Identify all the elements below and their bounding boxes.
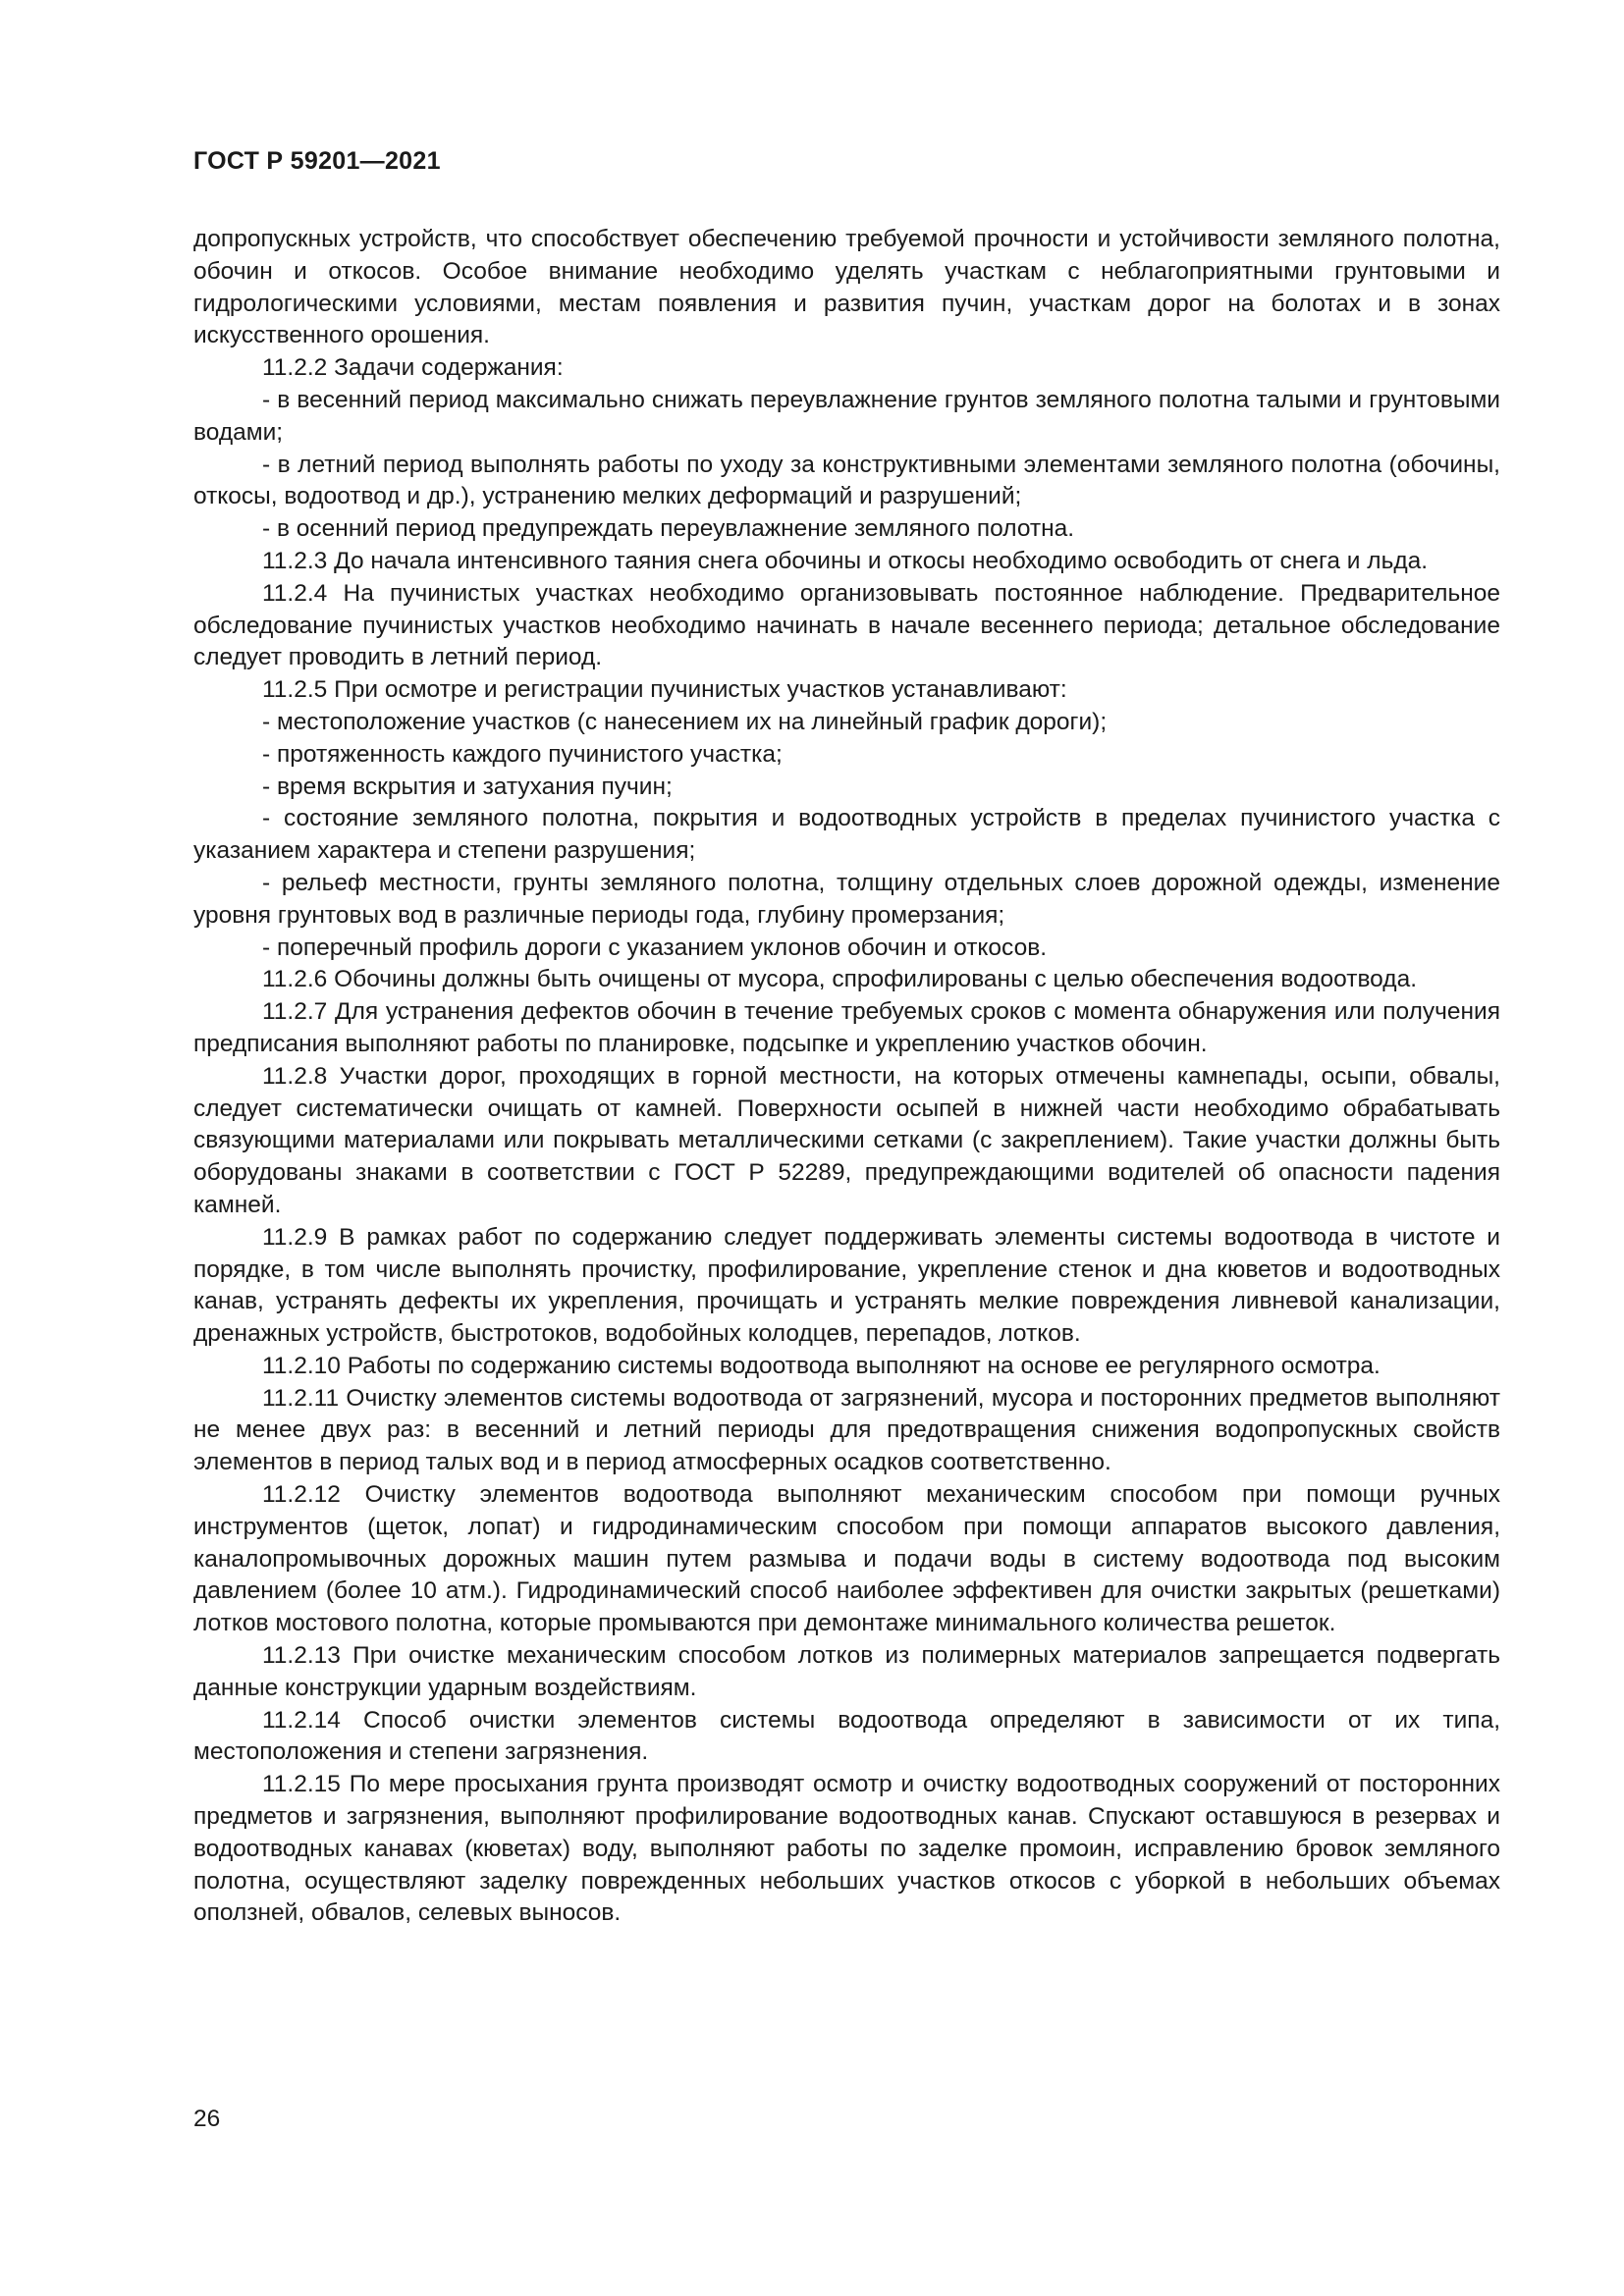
list-item: - в осенний период предупреждать переувлажнение земляного полотна. [262, 515, 1075, 543]
paragraph-11-2-4: 11.2.4 На пучинистых участках необходимо организовывать постоянное наблюдение. Предварительное обследование пучинистых участков необходимо начинать в начале весеннего периода; детальное обследование следует проводить в летний период. [193, 579, 1500, 671]
paragraph: допропускных устройств, что способствует обеспечению требуемой прочности и устойчивости земляного полотна, обочин и откосов. Особое внимание необходимо уделять участкам с неблагоприятными грунтовыми и гидрологическими условиями, местам появления и развития пучин, участкам дорог на болотах и в зонах искусственного орошения. [193, 226, 1500, 349]
list-item: - рельеф местности, грунты земляного полотна, толщину отдельных слоев дорожной одежды, изменение уровня грунтовых вод в различные периоды года, глубину промерзания; [193, 869, 1500, 929]
list-item: - поперечный профиль дороги с указанием уклонов обочин и откосов. [262, 934, 1048, 961]
list-item: - состояние земляного полотна, покрытия и водоотводных устройств в пределах пучинистого участка с указанием характера и степени разрушения; [193, 805, 1500, 865]
paragraph-11-2-12: 11.2.12 Очистку элементов водоотвода выполняют механическим способом при помощи ручных инструментов (щеток, лопат) и гидродинамическим способом при помощи аппаратов высокого давления, каналопромывочных дорожных машин путем размыва и подачи воды в систему водоотвода под высоким давлением (более 10 атм.). Гидродинамический способ наиболее эффективен для очистки закрытых (решетками) лотков мостового полотна, которые промываются при демонтаже минимального количества решеток. [193, 1481, 1500, 1637]
list-item: - в летний период выполнять работы по уходу за конструктивными элементами земляного полотна (обочины, откосы, водоотвод и др.), устранению мелких деформаций и разрушений; [193, 451, 1500, 510]
paragraph-11-2-11: 11.2.11 Очистку элементов системы водоотвода от загрязнений, мусора и посторонних предметов выполняют не менее двух раз: в весенний и летний периоды для предотвращения снижения водопропускных свойств элементов в период талых вод и в период атмосферных осадков соответственно. [193, 1384, 1500, 1476]
paragraph-11-2-9: 11.2.9 В рамках работ по содержанию следует поддерживать элементы системы водоотвода в чистоте и порядке, в том числе выполнять прочистку, профилирование, укрепление стенок и дна кюветов и водоотводных канав, устранять дефекты их укрепления, прочищать и устранять мелкие повреждения ливневой канализации, дренажных устройств, быстротоков, водобойных колодцев, перепадов, лотков. [193, 1223, 1500, 1348]
paragraph-11-2-6: 11.2.6 Обочины должны быть очищены от мусора, спрофилированы с целью обеспечения водоотвода. [262, 966, 1417, 993]
paragraph-11-2-5: 11.2.5 При осмотре и регистрации пучинистых участков устанавливают: [262, 676, 1067, 704]
list-item: - местоположение участков (с нанесением их на линейный график дороги); [262, 708, 1108, 735]
paragraph-11-2-14: 11.2.14 Способ очистки элементов системы водоотвода определяют в зависимости от их типа, местоположения и степени загрязнения. [193, 1706, 1500, 1766]
section-heading-11-2-2: 11.2.2 Задачи содержания: [262, 354, 564, 382]
list-item: - время вскрытия и затухания пучин; [262, 773, 673, 800]
list-item: - в весенний период максимально снижать переувлажнение грунтов земляного полотна талыми и грунтовыми водами; [193, 386, 1500, 446]
paragraph-11-2-3: 11.2.3 До начала интенсивного таяния снега обочины и откосы необходимо освободить от снега и льда. [262, 547, 1429, 574]
paragraph-11-2-10: 11.2.10 Работы по содержанию системы водоотвода выполняют на основе ее регулярного осмотра. [262, 1352, 1380, 1379]
paragraph-11-2-15: 11.2.15 По мере просыхания грунта производят осмотр и очистку водоотводных сооружений от посторонних предметов и загрязнения, выполняют профилирование водоотводных канав. Спускают оставшуюся в резервах и водоотводных канавах (кюветах) воду, выполняют работы по заделке промоин, исправлению бровок земляного полотна, осуществляют заделку поврежденных небольших участков откосов с уборкой в небольших объемах оползней, обвалов, селевых выносов. [193, 1771, 1500, 1927]
page-number: 26 [193, 2106, 221, 2132]
list-item: - протяженность каждого пучинистого участка; [262, 740, 783, 768]
document-body [193, 224, 1500, 1930]
paragraph-11-2-13: 11.2.13 При очистке механическим способом лотков из полимерных материалов запрещается подвергать данные конструкции ударным воздействиям. [193, 1642, 1500, 1701]
document-header: ГОСТ Р 59201—2021 [193, 147, 441, 175]
paragraph-11-2-7: 11.2.7 Для устранения дефектов обочин в течение требуемых сроков с момента обнаружения или получения предписания выполняют работы по планировке, подсыпке и укреплению участков обочин. [193, 998, 1500, 1057]
paragraph-11-2-8: 11.2.8 Участки дорог, проходящих в горной местности, на которых отмечены камнепады, осыпи, обвалы, следует систематически очищать от камней. Поверхности осыпей в нижней части необходимо обрабатывать связующими материалами или покрывать металлическими сетками (с закреплением). Такие участки должны быть оборудованы знаками в соответствии с ГОСТ Р 52289, предупреждающими водителей об опасности падения камней. [193, 1062, 1500, 1218]
